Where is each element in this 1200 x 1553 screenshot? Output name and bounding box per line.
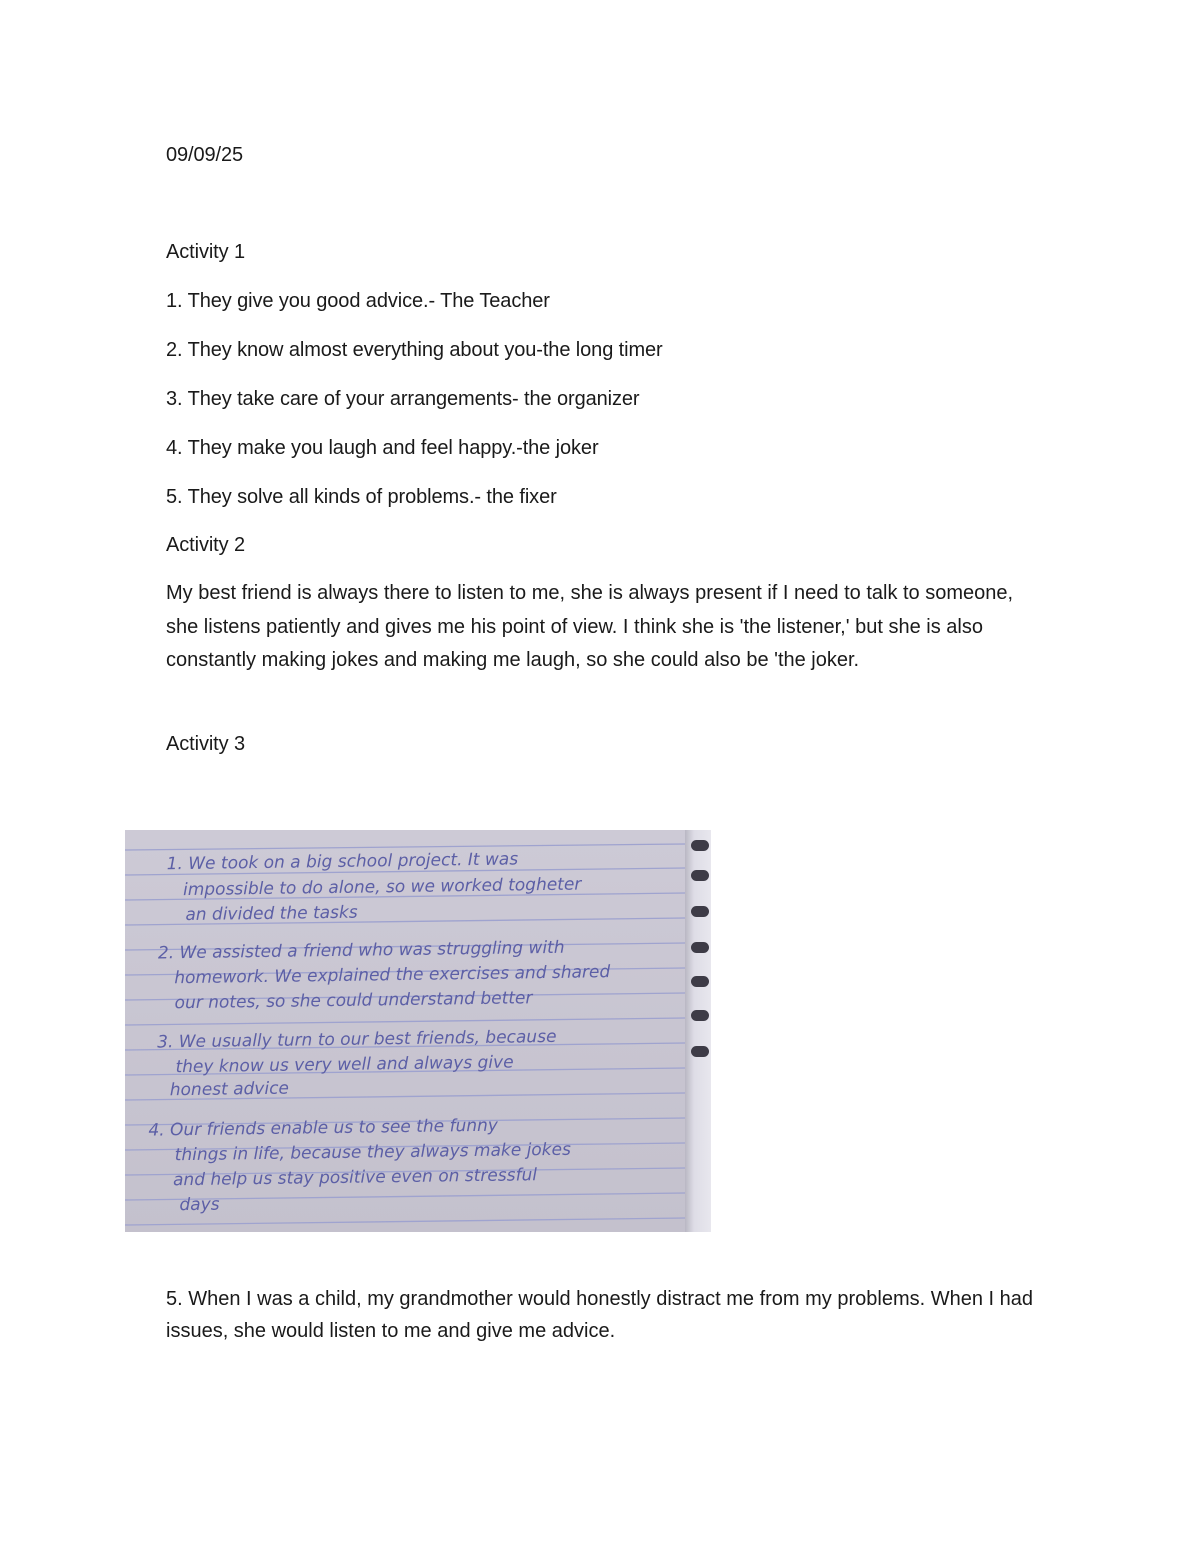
activity-1-item: 1. They give you good advice.- The Teacher — [166, 290, 550, 312]
handwritten-line: homework. We explained the exercises and shared — [174, 962, 611, 989]
handwritten-line: days — [179, 1194, 220, 1216]
handwritten-line: 4. Our friends enable us to see the funny — [148, 1115, 499, 1141]
handwritten-line: 2. We assisted a friend who was struggling with — [157, 937, 565, 964]
activity-2-paragraph: My best friend is always there to listen to me, she is always present if I need to talk to someone, she listens patiently and gives me his point of view. I think she is 'the listener,' but she is also constantly making jokes and making me laugh, so she could also be 'the joker. — [166, 582, 1014, 671]
activity-1-item: 4. They make you laugh and feel happy.-the joker — [166, 437, 599, 459]
spiral-ring — [691, 942, 709, 953]
spiral-ring — [691, 976, 709, 987]
handwritten-line: honest advice — [169, 1078, 290, 1101]
handwritten-notebook-photo — [125, 830, 711, 1232]
spiral-ring — [691, 1010, 709, 1021]
handwritten-line: 1. We took on a big school project. It was — [166, 849, 519, 875]
handwritten-line: things in life, because they always make jokes — [174, 1139, 572, 1166]
ruled-lines — [125, 830, 685, 1232]
document-date: 09/09/25 — [166, 144, 244, 166]
handwritten-line: 3. We usually turn to our best friends, because — [157, 1026, 557, 1053]
spiral-ring — [691, 906, 709, 917]
notebook-binding — [685, 830, 711, 1232]
handwritten-line: and help us stay positive even on stressful — [172, 1165, 538, 1191]
activity-1-item: 5. They solve all kinds of problems.- the fixer — [166, 486, 557, 508]
spiral-ring — [691, 1046, 709, 1057]
handwritten-line: impossible to do alone, so we worked togheter — [182, 874, 582, 901]
handwritten-line: an divided the tasks — [185, 902, 358, 926]
handwritten-line: our notes, so she could understand better — [174, 988, 533, 1014]
activity-1-heading: Activity 1 — [166, 241, 246, 263]
activity-2-heading: Activity 2 — [166, 534, 246, 556]
activity-1-item: 2. They know almost everything about you-the long timer — [166, 339, 663, 361]
spiral-ring — [691, 840, 709, 851]
activity-3-item-5: 5. When I was a child, my grandmother would honestly distract me from my problems. When I had issues, she would listen to me and give me advice. — [166, 1288, 1034, 1342]
activity-3-heading: Activity 3 — [166, 733, 246, 755]
spiral-ring — [691, 870, 709, 881]
handwritten-line: they know us very well and always give — [175, 1052, 514, 1078]
activity-1-item: 3. They take care of your arrangements- the organizer — [166, 388, 640, 410]
